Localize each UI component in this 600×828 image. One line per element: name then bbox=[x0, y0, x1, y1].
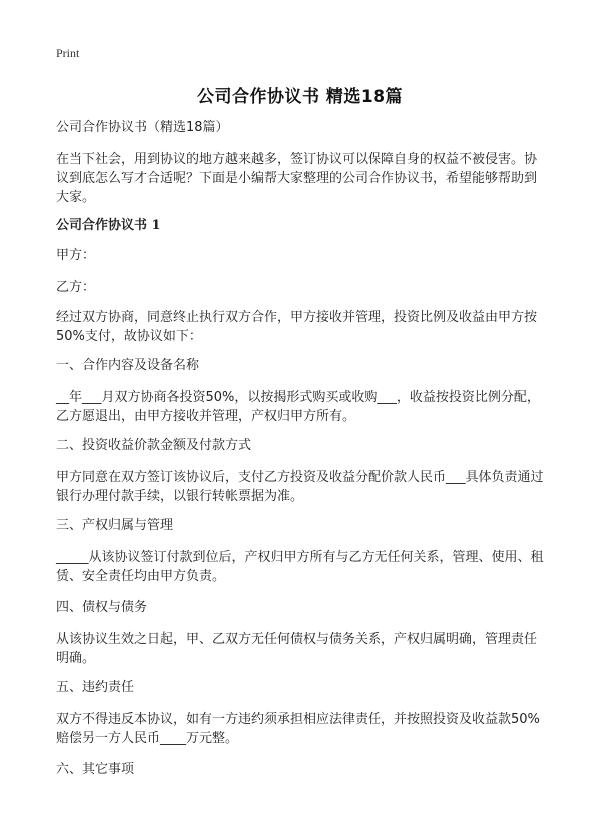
clause-1-heading: 一、合作内容及设备名称 bbox=[56, 358, 200, 373]
page-title: 公司合作协议书 精选18篇 bbox=[196, 87, 404, 107]
clause-3-text: _____从该协议签订付款到位后，产权归甲方所有与乙方无任何关系，管理、使用、租赁、安全责任均由甲方负责。 bbox=[56, 550, 544, 584]
agreement-intro-paragraph: 经过双方协商，同意终止执行双方合作，甲方接收并管理，投资比例及收益由甲方按50%支付，故协议如下： bbox=[56, 310, 538, 344]
print-label: Print bbox=[56, 46, 80, 60]
intro-paragraph: 在当下社会，用到协议的地方越来越多，签订协议可以保障自身的权益不被侵害。协议到底怎么写才合适呢？下面是小编帮大家整理的公司合作协议书，希望能够帮助到大家。 bbox=[56, 152, 538, 205]
clause-3-heading: 三、产权归属与管理 bbox=[56, 518, 174, 533]
clause-5-heading: 五、违约责任 bbox=[56, 680, 135, 695]
clause-5-text: 双方不得违反本协议，如有一方违约须承担相应法律责任，并按照投资及收益款50%赔偿另一方人民币____万元整。 bbox=[56, 712, 540, 746]
clause-2-heading: 二、投资收益价款金额及付款方式 bbox=[56, 438, 252, 453]
party-b-label: 乙方： bbox=[56, 280, 96, 295]
clause-2-text: 甲方同意在双方签订该协议后，支付乙方投资及收益分配价款人民币___具体负责通过银行办理付款手续，以银行转帐票据为准。 bbox=[56, 470, 544, 504]
section-heading: 公司合作协议书 1 bbox=[56, 218, 161, 233]
document-subtitle: 公司合作协议书（精选18篇） bbox=[56, 120, 229, 135]
clause-1-text: __年___月双方协商各投资50%，以按揭形式购买或收购___，收益按投资比例分配，乙方愿退出，由甲方接收并管理，产权归甲方所有。 bbox=[56, 390, 540, 424]
clause-6-heading: 六、其它事项 bbox=[56, 762, 135, 777]
clause-4-text: 从该协议生效之日起，甲、乙双方无任何债权与债务关系，产权归属明确，管理责任明确。 bbox=[56, 632, 538, 666]
clause-4-heading: 四、债权与债务 bbox=[56, 600, 148, 615]
party-a-label: 甲方： bbox=[56, 248, 96, 263]
